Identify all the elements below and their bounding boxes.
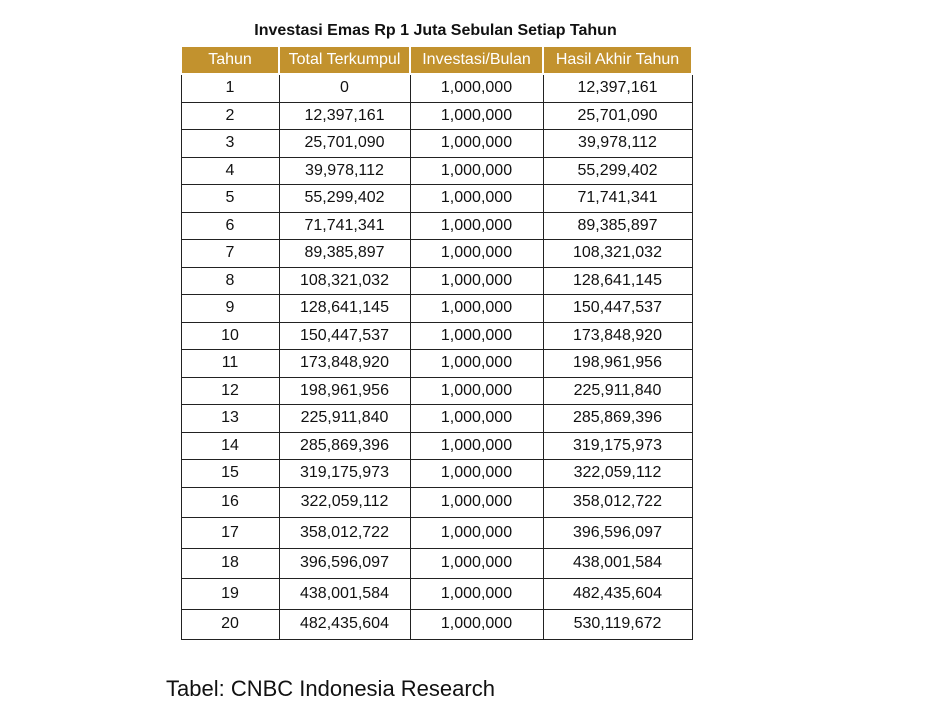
- investment-table: [180, 45, 693, 640]
- table-title: Investasi Emas Rp 1 Juta Sebulan Setiap Tahun: [254, 22, 617, 39]
- table-row: [181, 350, 692, 378]
- cell-investasi-bulan: 1,000,000: [410, 548, 543, 579]
- cell-total-terkumpul: 225,911,840: [279, 405, 410, 433]
- table-row: [181, 212, 692, 240]
- header-row: [181, 46, 692, 74]
- cell-total-terkumpul: 108,321,032: [279, 267, 410, 295]
- cell-hasil-akhir-tahun: 358,012,722: [543, 487, 692, 518]
- cell-investasi-bulan: 1,000,000: [410, 609, 543, 640]
- cell-tahun: 4: [181, 157, 279, 185]
- cell-total-terkumpul: 25,701,090: [279, 130, 410, 158]
- cell-investasi-bulan: 1,000,000: [410, 487, 543, 518]
- cell-investasi-bulan: 1,000,000: [410, 405, 543, 433]
- cell-investasi-bulan: 1,000,000: [410, 432, 543, 460]
- cell-total-terkumpul: 0: [279, 74, 410, 102]
- cell-total-terkumpul: 438,001,584: [279, 579, 410, 610]
- cell-tahun: 14: [181, 432, 279, 460]
- table-row: [181, 130, 692, 158]
- table-row: [181, 609, 692, 640]
- table-row: [181, 102, 692, 130]
- cell-hasil-akhir-tahun: 108,321,032: [543, 240, 692, 268]
- cell-hasil-akhir-tahun: 225,911,840: [543, 377, 692, 405]
- table-row: [181, 518, 692, 549]
- table-row: [181, 322, 692, 350]
- cell-total-terkumpul: 173,848,920: [279, 350, 410, 378]
- cell-tahun: 3: [181, 130, 279, 158]
- cell-investasi-bulan: 1,000,000: [410, 74, 543, 102]
- cell-hasil-akhir-tahun: 530,119,672: [543, 609, 692, 640]
- cell-tahun: 1: [181, 74, 279, 102]
- cell-hasil-akhir-tahun: 12,397,161: [543, 74, 692, 102]
- table-row: [181, 487, 692, 518]
- cell-tahun: 11: [181, 350, 279, 378]
- header-total-terkumpul: Total Terkumpul: [279, 46, 410, 74]
- cell-total-terkumpul: 482,435,604: [279, 609, 410, 640]
- cell-total-terkumpul: 285,869,396: [279, 432, 410, 460]
- cell-hasil-akhir-tahun: 396,596,097: [543, 518, 692, 549]
- cell-total-terkumpul: 319,175,973: [279, 460, 410, 488]
- cell-investasi-bulan: 1,000,000: [410, 377, 543, 405]
- cell-total-terkumpul: 358,012,722: [279, 518, 410, 549]
- cell-tahun: 19: [181, 579, 279, 610]
- cell-tahun: 16: [181, 487, 279, 518]
- cell-tahun: 13: [181, 405, 279, 433]
- cell-total-terkumpul: 198,961,956: [279, 377, 410, 405]
- cell-investasi-bulan: 1,000,000: [410, 267, 543, 295]
- cell-total-terkumpul: 322,059,112: [279, 487, 410, 518]
- cell-hasil-akhir-tahun: 198,961,956: [543, 350, 692, 378]
- cell-total-terkumpul: 150,447,537: [279, 322, 410, 350]
- header-hasil-akhir-tahun: Hasil Akhir Tahun: [543, 46, 692, 74]
- cell-investasi-bulan: 1,000,000: [410, 460, 543, 488]
- table-row: [181, 295, 692, 323]
- cell-tahun: 15: [181, 460, 279, 488]
- table-row: [181, 185, 692, 213]
- cell-tahun: 20: [181, 609, 279, 640]
- cell-hasil-akhir-tahun: 438,001,584: [543, 548, 692, 579]
- cell-investasi-bulan: 1,000,000: [410, 518, 543, 549]
- cell-tahun: 18: [181, 548, 279, 579]
- cell-hasil-akhir-tahun: 39,978,112: [543, 130, 692, 158]
- cell-investasi-bulan: 1,000,000: [410, 322, 543, 350]
- table-row: [181, 548, 692, 579]
- cell-tahun: 6: [181, 212, 279, 240]
- cell-investasi-bulan: 1,000,000: [410, 240, 543, 268]
- cell-investasi-bulan: 1,000,000: [410, 185, 543, 213]
- cell-hasil-akhir-tahun: 319,175,973: [543, 432, 692, 460]
- source-caption: Tabel: CNBC Indonesia Research: [166, 676, 495, 701]
- cell-investasi-bulan: 1,000,000: [410, 102, 543, 130]
- table-row: [181, 157, 692, 185]
- cell-tahun: 17: [181, 518, 279, 549]
- table-row: [181, 460, 692, 488]
- table-row: [181, 432, 692, 460]
- cell-hasil-akhir-tahun: 322,059,112: [543, 460, 692, 488]
- cell-investasi-bulan: 1,000,000: [410, 130, 543, 158]
- table-body: [181, 74, 692, 640]
- cell-hasil-akhir-tahun: 150,447,537: [543, 295, 692, 323]
- cell-investasi-bulan: 1,000,000: [410, 350, 543, 378]
- cell-total-terkumpul: 71,741,341: [279, 212, 410, 240]
- table-row: [181, 405, 692, 433]
- cell-hasil-akhir-tahun: 71,741,341: [543, 185, 692, 213]
- cell-hasil-akhir-tahun: 285,869,396: [543, 405, 692, 433]
- cell-total-terkumpul: 128,641,145: [279, 295, 410, 323]
- cell-hasil-akhir-tahun: 128,641,145: [543, 267, 692, 295]
- cell-investasi-bulan: 1,000,000: [410, 579, 543, 610]
- cell-hasil-akhir-tahun: 482,435,604: [543, 579, 692, 610]
- cell-hasil-akhir-tahun: 89,385,897: [543, 212, 692, 240]
- cell-hasil-akhir-tahun: 25,701,090: [543, 102, 692, 130]
- header-investasi-bulan: Investasi/Bulan: [410, 46, 543, 74]
- cell-tahun: 5: [181, 185, 279, 213]
- cell-tahun: 12: [181, 377, 279, 405]
- cell-tahun: 10: [181, 322, 279, 350]
- table-row: [181, 267, 692, 295]
- cell-tahun: 2: [181, 102, 279, 130]
- cell-hasil-akhir-tahun: 55,299,402: [543, 157, 692, 185]
- cell-total-terkumpul: 89,385,897: [279, 240, 410, 268]
- cell-tahun: 7: [181, 240, 279, 268]
- cell-total-terkumpul: 396,596,097: [279, 548, 410, 579]
- cell-investasi-bulan: 1,000,000: [410, 295, 543, 323]
- table-row: [181, 74, 692, 102]
- cell-tahun: 9: [181, 295, 279, 323]
- cell-hasil-akhir-tahun: 173,848,920: [543, 322, 692, 350]
- cell-total-terkumpul: 12,397,161: [279, 102, 410, 130]
- table-row: [181, 377, 692, 405]
- cell-total-terkumpul: 55,299,402: [279, 185, 410, 213]
- cell-tahun: 8: [181, 267, 279, 295]
- cell-investasi-bulan: 1,000,000: [410, 157, 543, 185]
- cell-investasi-bulan: 1,000,000: [410, 212, 543, 240]
- header-tahun: Tahun: [181, 46, 279, 74]
- cell-total-terkumpul: 39,978,112: [279, 157, 410, 185]
- table-row: [181, 240, 692, 268]
- table-row: [181, 579, 692, 610]
